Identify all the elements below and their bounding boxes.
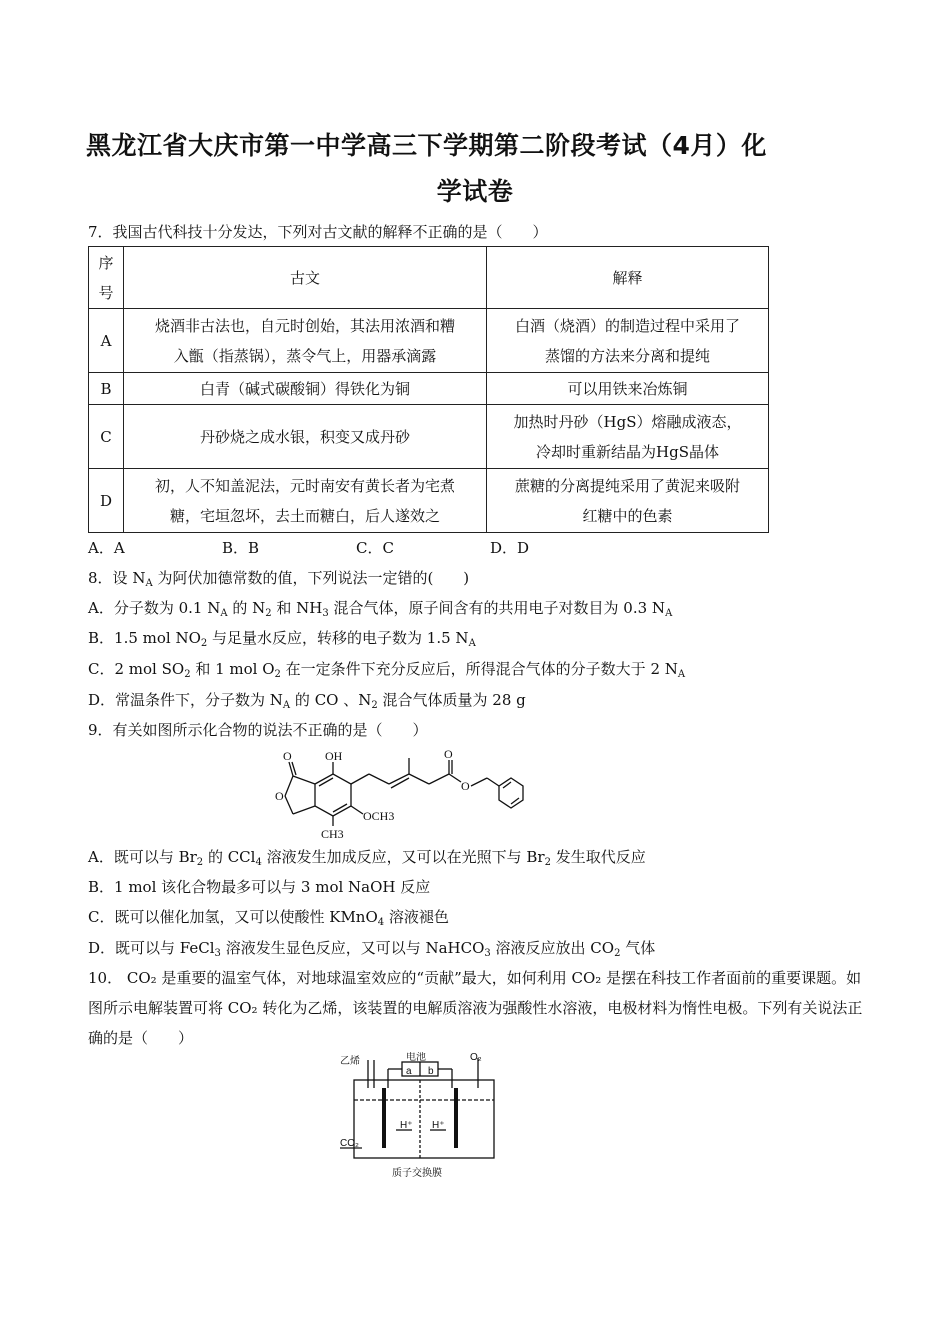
row-id: D: [89, 469, 124, 533]
label-o-ester-carbonyl: O: [444, 748, 453, 761]
q9-option-a: A．既可以与 $Br_2$ 的 CCl$_4$ 溶液发生加成反应，又可以在光照下与 $Br_2$ 发生取代反应: [88, 848, 646, 868]
q9-stem: 9．有关如图所示化合物的说法不正确的是（ ）: [88, 721, 428, 739]
page-title-line2: 学试卷: [436, 177, 514, 206]
q7-options: [88, 538, 624, 558]
table-header-row: [89, 247, 769, 309]
q9-option-d: D．既可以与 FeCl$_3$ 溶液发生显色反应，又可以与 NaHCO$_3$ 溶液反应放出 $CO_2$ 气体: [88, 939, 656, 959]
page-title-line1: 黑龙江省大庆市第一中学高三下学期第二阶段考试（4月）化: [86, 131, 767, 160]
label-co2: CO₂: [340, 1138, 359, 1149]
option-c: C．C: [356, 539, 394, 557]
label-ethylene: 乙烯: [340, 1056, 360, 1067]
q9-option-c: C．既可以催化加氢，又可以使酸性 KMnO$_4$ 溶液褪色: [88, 908, 449, 928]
table-row: [89, 469, 769, 533]
q8-option-b: B．1.5 mol $NO_2$ 与足量水反应，转移的电子数为 1.5 $N_A$: [88, 629, 476, 649]
header-explain: 解释: [487, 247, 769, 309]
table-row: [89, 373, 769, 405]
label-battery: 电池: [406, 1052, 426, 1063]
row-id: C: [89, 405, 124, 469]
label-oh: OH: [325, 749, 343, 763]
electrolysis-apparatus-figure: [340, 1052, 500, 1184]
table-row: [89, 405, 769, 469]
row-text: 白青（碱式碳酸铜）得铁化为铜: [124, 373, 487, 405]
label-h-plus-left: H⁺: [400, 1120, 413, 1131]
row-text: 烧酒非古法也，自元时创始，其法用浓酒和糟 入甑（指蒸锅），蒸令气上，用器承滴露: [124, 309, 487, 373]
label-electrode-a: a: [406, 1066, 412, 1077]
q8-stem: 8．设 $N_A$ 为阿伏加德常数的值，下列说法一定错的( ): [88, 569, 470, 589]
q10-stem: 10． CO₂ 是重要的温室气体，对地球温室效应的“贡献”最大，如何利用 CO₂ 是摆在科技工作者面前的重要课题。如图所示电解装置可将 CO₂ 转化为乙烯，该装置的电解质溶液为强酸性水溶液，电极材料为惰性电极。下列有关说法正确的是（ ）: [88, 969, 863, 1047]
row-text: 丹砂烧之成水银，积变又成丹砂: [124, 405, 487, 469]
q7-table: [88, 246, 769, 533]
option-b: B．B: [222, 539, 260, 557]
row-id: B: [89, 373, 124, 405]
row-explain: 白酒（烧酒）的制造过程中采用了 蒸馏的方法来分离和提纯: [487, 309, 769, 373]
row-explain: 加热时丹砂（HgS）熔融成液态， 冷却时重新结晶为HgS晶体: [487, 405, 769, 469]
header-text: 古文: [124, 247, 487, 309]
label-o2: O₂: [470, 1052, 482, 1063]
q7-stem: 7．我国古代科技十分发达，下列对古文献的解释不正确的是（ ）: [88, 223, 548, 241]
label-proton-membrane: 质子交换膜: [392, 1168, 442, 1179]
option-a: A．A: [88, 539, 125, 557]
row-text: 初，人不知盖泥法，元时南安有黄长者为宅煮 糖，宅垣忽坏，去土而糖白，后人遂效之: [124, 469, 487, 533]
label-electrode-b: b: [428, 1066, 434, 1077]
q8-option-a: A．分子数为 0.1 $N_A$ 的 $N_2$ 和 $NH_3$ 混合气体，原子间含有的共用电子对数目为 0.3 $N_A$: [88, 599, 673, 619]
q8-option-d: D．常温条件下，分子数为 $N_A$ 的 CO 、$N_2$ 混合气体质量为 28 g: [88, 691, 526, 711]
label-o-carbonyl: O: [283, 749, 292, 763]
row-explain: 可以用铁来冶炼铜: [487, 373, 769, 405]
option-d: D．D: [490, 539, 530, 557]
table-row: [89, 309, 769, 373]
label-och3: OCH3: [363, 809, 395, 823]
compound-structure-figure: [255, 748, 535, 840]
label-h-plus-right: H⁺: [432, 1120, 445, 1131]
q8-option-c: C．2 mol $SO_2$ 和 1 mol $O_2$ 在一定条件下充分反应后，所得混合气体的分子数大于 2 $N_A$: [88, 660, 686, 680]
label-o-ester: O: [461, 779, 470, 793]
q9-option-b: B．1 mol 该化合物最多可以与 3 mol NaOH 反应: [88, 878, 431, 896]
label-o-ring: O: [275, 789, 284, 803]
label-ch3: CH3: [321, 827, 344, 840]
row-id: A: [89, 309, 124, 373]
header-number: 序 号: [89, 247, 124, 309]
row-explain: 蔗糖的分离提纯采用了黄泥来吸附 红糖中的色素: [487, 469, 769, 533]
